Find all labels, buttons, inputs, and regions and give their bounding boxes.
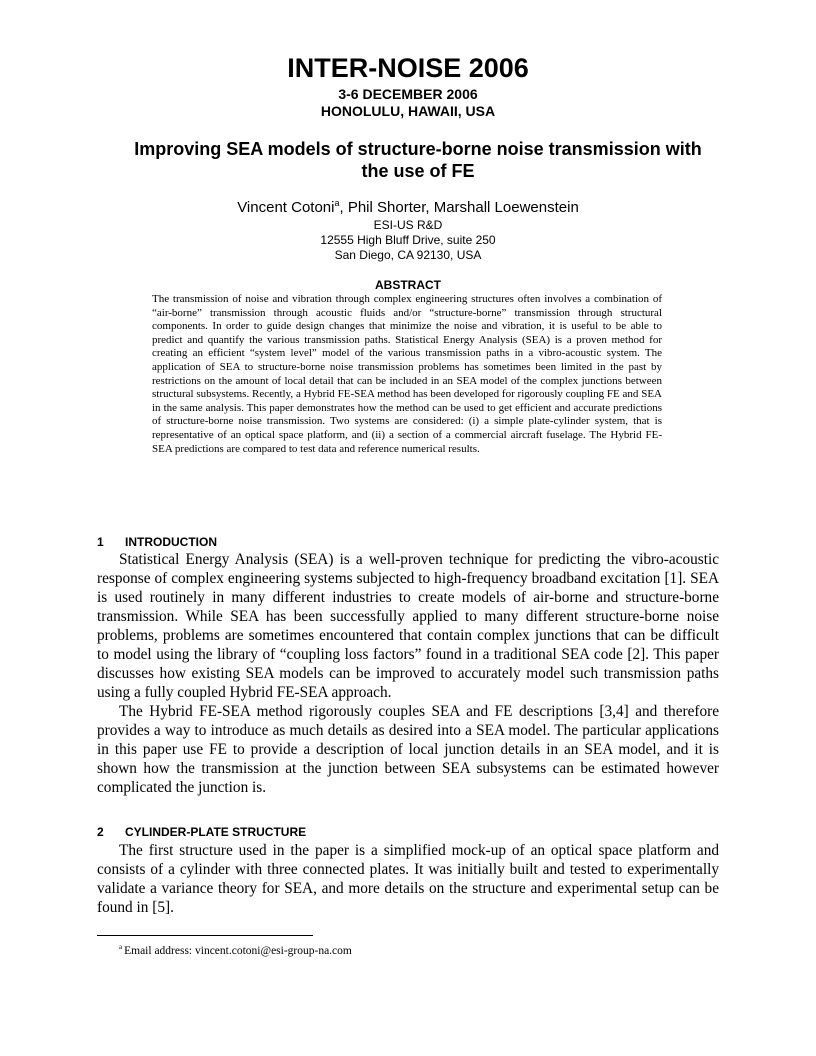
conference-location: HONOLULU, HAWAII, USA [320,103,496,119]
footnote-email-text: Email address: vincent.cotoni@esi-group-na.com [124,945,352,957]
section-title: CYLINDER-PLATE STRUCTURE [125,825,307,839]
paper-title-line2: the use of FE [361,161,475,181]
section-number: 1 [97,535,104,549]
paragraph: Statistical Energy Analysis (SEA) is a well-proven technique for predicting the vibro-acoustic response of complex engineering systems subjected to high-frequency broadband excitation [1]. SEA is used routinely in many different industries to create models of air-borne and structure-borne transmission. While SEA has been successfully applied to many different structure-borne noise problems, problems are sometimes encountered that contain complex junctions that can be difficult to model using the library of “coupling loss factors” found in a traditional SEA code [2]. This paper discusses how existing SEA models can be improved to accurately model such transmission paths using a fully coupled Hybrid FE-SEA approach. [97,551,719,701]
author-footnote-marker: a [334,198,340,208]
conference-title: INTER-NOISE 2006 [287,53,529,83]
section-body-introduction [97,550,719,797]
author-first: Vincent Cotoni [237,199,335,216]
paper-title-line1: Improving SEA models of structure-borne noise transmission with [134,139,702,159]
section-title: INTRODUCTION [125,535,217,549]
author-list [0,199,816,217]
abstract-heading: ABSTRACT [375,278,441,292]
paper-title [110,138,726,182]
affiliation-street: 12555 High Bluff Drive, suite 250 [320,233,496,247]
affiliation-org: ESI-US R&D [373,218,443,232]
footnote-rule [97,935,313,936]
footnote [119,944,352,958]
footnote-marker: a [119,943,123,952]
abstract-text: The transmission of noise and vibration through complex engineering structures often involves a combination of “air-borne” transmission through acoustic fluids and/or “structure-borne” transmission through structural components. In order to guide design changes that minimize the noise and vibration, it is useful to be able to predict and quantify the various transmission paths. Statistical Energy Analysis (SEA) is a proven method for creating an efficient “system level” model of the various transmission paths in a vibro-acoustic system. The application of SEA to structure-borne noise transmission problems has sometimes been limited in the past by restrictions on the amount of local detail that can be included in an SEA model of the complex junctions between structural subsystems. Recently, a Hybrid FE-SEA method has been developed for rigorously coupling FE and SEA in the same analysis. This paper demonstrates how the method can be used to get efficient and accurate predictions of structure-borne noise transmission. Two systems are considered: (i) a simple plate-cylinder system, that is representative of an optical space platform, and (ii) a section of a commercial aircraft fuselage. The Hybrid FE-SEA predictions are compared to test data and reference numerical results. [152,293,662,455]
conference-dates: 3-6 DECEMBER 2006 [338,86,478,102]
section-number: 2 [97,825,104,839]
paragraph: The first structure used in the paper is a simplified mock-up of an optical space platform and consists of a cylinder with three connected plates. It was initially built and tested to experimentally validate a variance theory for SEA, and more details on the structure and experimental setup can be found in [5]. [97,842,719,916]
paragraph: The Hybrid FE-SEA method rigorously couples SEA and FE descriptions [3,4] and therefore provides a way to introduce as much details as desired into a SEA model. The particular applications in this paper use FE to provide a description of local junction details in an SEA model, and it is shown how the transmission at the junction between SEA subsystems can be estimated however complicated the junction is. [97,703,719,796]
section-body-cylinder-plate [97,841,719,917]
affiliation-city: San Diego, CA 92130, USA [334,248,482,262]
section-heading-cylinder-plate [97,825,306,839]
section-heading-introduction [97,535,217,549]
author-rest: , Phil Shorter, Marshall Loewenstein [339,199,579,216]
